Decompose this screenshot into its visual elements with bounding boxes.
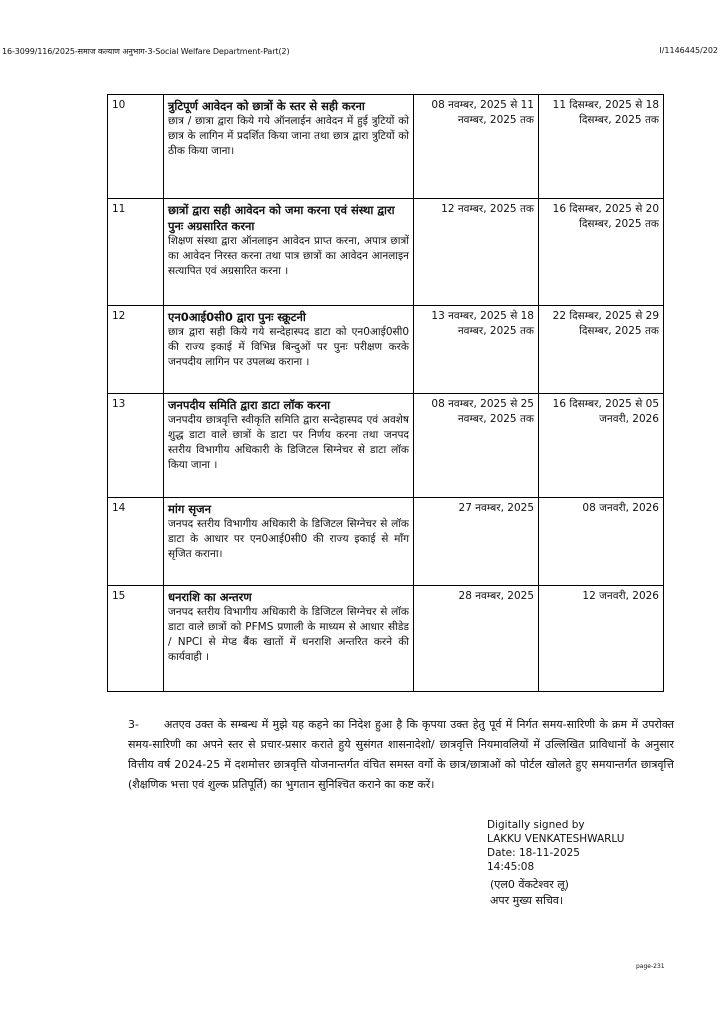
signature-date: Date: 18-11-2025 — [487, 847, 580, 859]
end-date: 16 दिसम्बर, 2025 से 20 दिसम्बर, 2025 तक — [539, 199, 664, 306]
row-number: 15 — [108, 586, 164, 692]
paragraph-text: अतएव उक्त के सम्बन्ध में मुझे यह कहने का निदेश हुआ है कि कृपया उक्त हेतु पूर्व में निर्गत समय-सारिणी के क्रम में उपरोक्त समय-सारिणी का अपने स्तर से प्रचार-प्रसार कराते हुये सुसंगत शासनादेशो/ छात्रवृत्ति नियमावलियों में उल्लिखित प्राविधानों के अनुसार वित्तीय वर्ष 2024-25 में दशमोत्तर छात्रवृत्ति योजनान्तर्गत वंचित समस्त वर्गो के छात्र/छात्राओं को पोर्टल खोलते हुए समयान्तर्गत छात्रवृत्ति (शैक्षणिक भत्ता एवं शुल्क प्रतिपूर्ति) का भुगतान सुनिश्चित कराने का कष्ट करें। — [128, 718, 674, 791]
activity-cell — [164, 498, 414, 586]
activity-cell — [164, 199, 414, 306]
end-date: 08 जनवरी, 2026 — [539, 498, 664, 586]
activity-title: जनपदीय समिति द्वारा डाटा लॉक करना — [168, 398, 331, 412]
activity-description: जनपद स्तरीय विभागीय अधिकारी के डिजिटल सिग्नेचर से लॉक डाटा वाले छात्रों को PFMS प्रणाली के माध्यम से आधार सीडेड / NPCI से मेप्ड बैंक खातों में धनराशि अन्तरित करने की कार्यवाही । — [168, 606, 409, 663]
signatory-designation: अपर मुख्य सचिव। — [490, 894, 564, 907]
activity-title: एन0आई0सी0 द्वारा पुनः स्क्रूटनी — [168, 310, 306, 324]
row-number: 13 — [108, 394, 164, 498]
schedule-table — [107, 94, 664, 692]
activity-description: जनपद स्तरीय विभागीय अधिकारी के डिजिटल सिग्नेचर से लॉक डाटा के आधार पर एन0आई0सी0 की राज्य इकाई से माँग सृजित कराना। — [168, 518, 409, 560]
activity-description: छात्र द्वारा सही किये गये सन्देहास्पद डाटा को एन0आई0सी0 की राज्य इकाई में विभिन्न बिन्दुओं पर पुनः परीक्षण करके जनपदीय लागिन पर उपलब्ध कराना । — [168, 326, 409, 368]
document-id: I/1146445/202 — [659, 46, 718, 55]
table-row — [108, 306, 664, 394]
table-row — [108, 498, 664, 586]
end-date: 12 जनवरी, 2026 — [539, 586, 664, 692]
signatory-block — [490, 877, 569, 909]
signatory-name: (एल0 वेंकटेश्वर लू) — [490, 878, 569, 891]
start-date: 13 नवम्बर, 2025 से 18 नवम्बर, 2025 तक — [414, 306, 539, 394]
activity-title: धनराशि का अन्तरण — [168, 590, 252, 604]
row-number: 14 — [108, 498, 164, 586]
activity-description: शिक्षण संस्था द्वारा ऑनलाइन आवेदन प्राप्त करना, अपात्र छात्रों का आवेदन निरस्त करना तथा पात्र छात्रों का आवेदन आनलाइन सत्यापित एवं अग्रसारित करना । — [168, 235, 409, 277]
activity-title: छात्रों द्वारा सही आवेदन को जमा करना एवं संस्था द्वारा पुनः अग्रसारित करना — [168, 203, 395, 233]
activity-cell — [164, 306, 414, 394]
activity-description: जनपदीय छात्रवृत्ति स्वीकृति समिति द्वारा सन्देहास्पद एवं अवशेष शुद्ध डाटा वाले छात्रों के डाटा पर निर्णय करना तथा जनपद स्तरीय विभागीय अधिकारी के डिजिटल सिग्नेचर से डाटा लॉक किया जाना । — [168, 414, 409, 471]
table-row — [108, 199, 664, 306]
start-date: 27 नवम्बर, 2025 — [414, 498, 539, 586]
activity-cell — [164, 394, 414, 498]
activity-title: त्रुटिपूर्ण आवेदन को छात्रों के स्तर से सही करना — [168, 99, 365, 113]
signature-label: Digitally signed by — [487, 819, 585, 831]
activity-description: छात्र / छात्रा द्वारा किये गये ऑनलाईन आवेदन में हुई त्रुटियों को छात्र के लागिन में प्रदर्शित किया जाना तथा छात्र द्वारा त्रुटियों को ठीक किया जाना। — [168, 115, 409, 157]
signature-time: 14:45:08 — [487, 861, 535, 873]
table-row — [108, 394, 664, 498]
table-row — [108, 95, 664, 199]
end-date: 11 दिसम्बर, 2025 से 18 दिसम्बर, 2025 तक — [539, 95, 664, 199]
start-date: 08 नवम्बर, 2025 से 11 नवम्बर, 2025 तक — [414, 95, 539, 199]
paragraph-number: 3- — [128, 718, 139, 731]
start-date: 08 नवम्बर, 2025 से 25 नवम्बर, 2025 तक — [414, 394, 539, 498]
page-number: page-231 — [636, 963, 665, 970]
file-reference: 16-3099/116/2025-समाज कल्याण अनुभाग-3-Social Welfare Department-Part(2) — [2, 47, 290, 56]
row-number: 10 — [108, 95, 164, 199]
table-row — [108, 586, 664, 692]
digital-signature — [487, 818, 624, 874]
end-date: 22 दिसम्बर, 2025 से 29 दिसम्बर, 2025 तक — [539, 306, 664, 394]
end-date: 16 दिसम्बर, 2025 से 05 जनवरी, 2026 — [539, 394, 664, 498]
activity-title: मांग सृजन — [168, 502, 212, 516]
start-date: 12 नवम्बर, 2025 तक — [414, 199, 539, 306]
row-number: 12 — [108, 306, 164, 394]
start-date: 28 नवम्बर, 2025 — [414, 586, 539, 692]
instruction-paragraph — [128, 715, 674, 795]
activity-cell — [164, 586, 414, 692]
activity-cell — [164, 95, 414, 199]
row-number: 11 — [108, 199, 164, 306]
signer-name: LAKKU VENKATESHWARLU — [487, 833, 625, 845]
